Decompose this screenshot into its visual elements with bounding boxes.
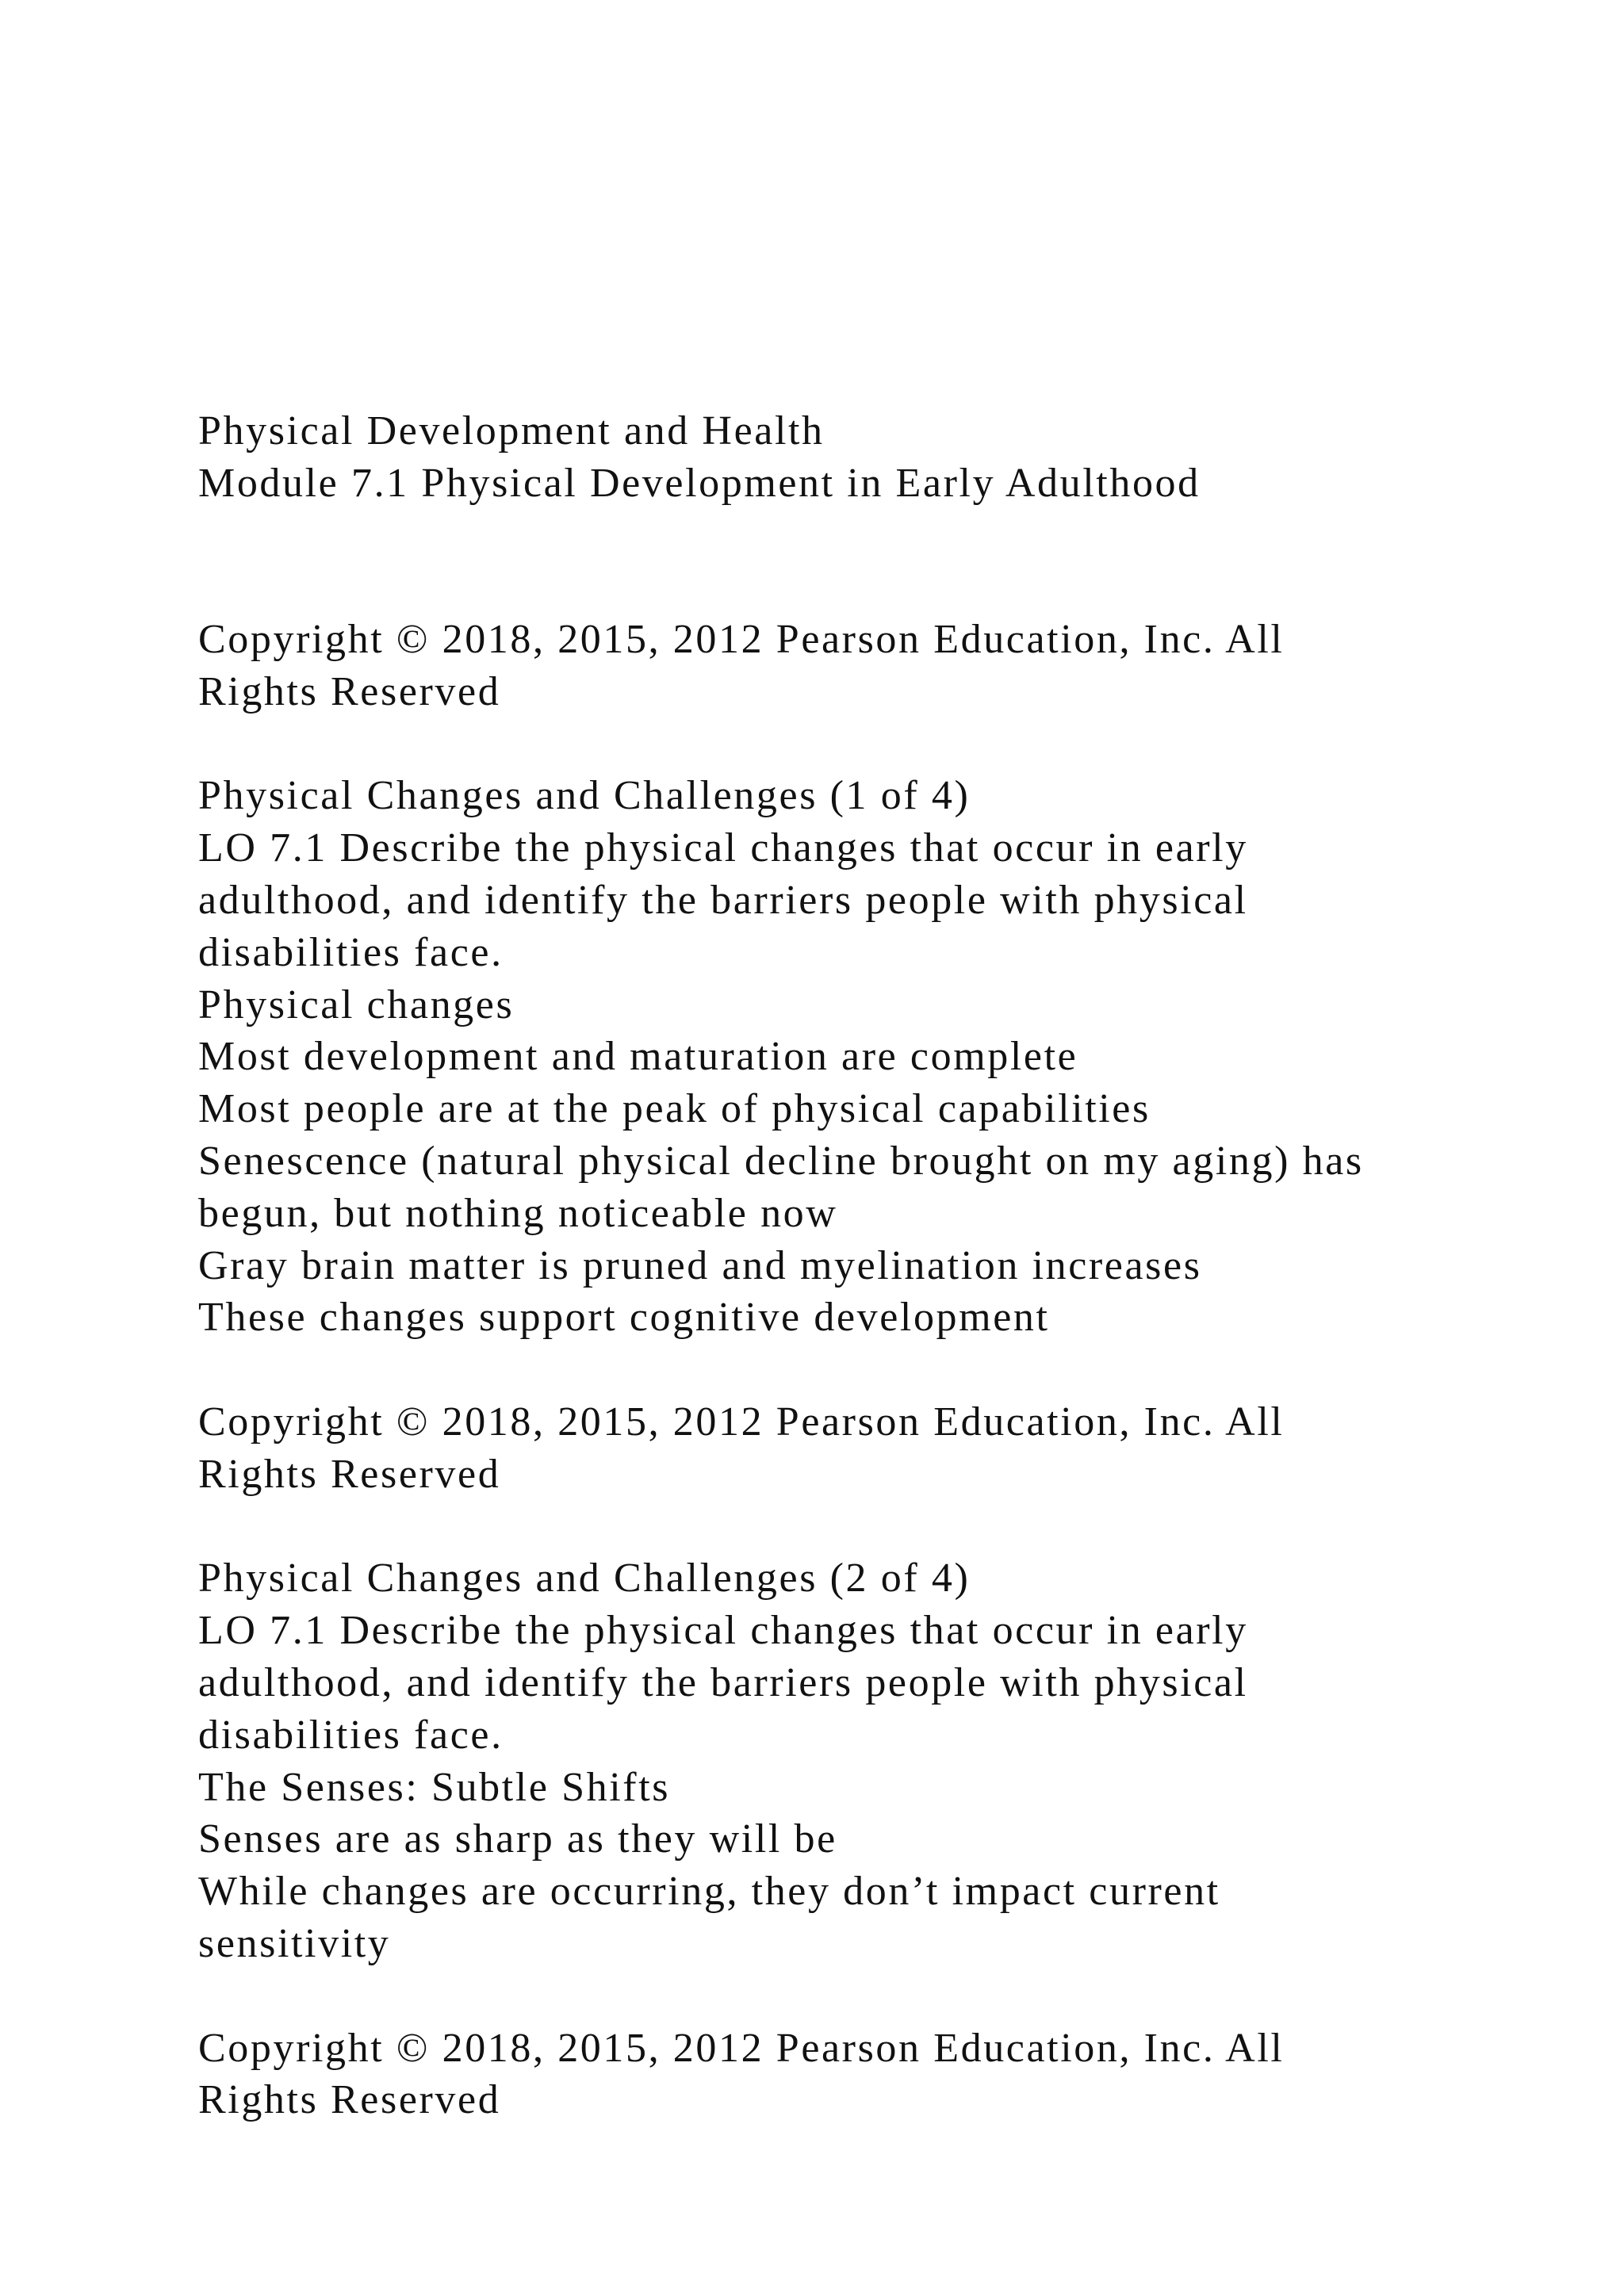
slide-body-line: sensitivity: [198, 1920, 391, 1966]
learning-objective-line: disabilities face.: [198, 1712, 504, 1758]
spacer: [198, 509, 1546, 561]
slide-body-line: These changes support cognitive development: [198, 1295, 1050, 1341]
slide-body-line: Senescence (natural physical decline brought on my aging) has: [198, 1138, 1364, 1184]
copyright-line: Copyright © 2018, 2015, 2012 Pearson Education, Inc. All: [198, 616, 1285, 662]
slide-body-line: The Senses: Subtle Shifts: [198, 1764, 671, 1810]
learning-objective-line: disabilities face.: [198, 929, 504, 975]
learning-objective-line: adulthood, and identify the barriers people with physical: [198, 1659, 1248, 1705]
slide-body-line: Most people are at the peak of physical capabilities: [198, 1086, 1151, 1132]
document-title: Physical Development and Health: [198, 408, 825, 453]
copyright-line: Copyright © 2018, 2015, 2012 Pearson Education, Inc. All: [198, 1399, 1285, 1445]
copyright-line: Rights Reserved: [198, 2077, 501, 2123]
spacer: [198, 1501, 1546, 1553]
copyright-line: Copyright © 2018, 2015, 2012 Pearson Education, Inc. All: [198, 2025, 1285, 2071]
slide-title: Physical Changes and Challenges (1 of 4): [198, 773, 971, 819]
copyright-line: Rights Reserved: [198, 668, 501, 714]
slide-body-line: Physical changes: [198, 982, 515, 1027]
slide-body-line: Most development and maturation are complete: [198, 1034, 1078, 1080]
copyright-line: Rights Reserved: [198, 1451, 501, 1497]
document-content: [198, 353, 1546, 2126]
learning-objective-line: LO 7.1 Describe the physical changes that occur in early: [198, 825, 1248, 871]
learning-objective-line: LO 7.1 Describe the physical changes that occur in early: [198, 1608, 1248, 1654]
module-title: Module 7.1 Physical Development in Early Adulthood: [198, 460, 1201, 506]
slide-body-line: Gray brain matter is pruned and myelination increases: [198, 1242, 1202, 1288]
spacer: [198, 1970, 1546, 2022]
spacer: [198, 718, 1546, 771]
spacer: [198, 1344, 1546, 1396]
spacer: [198, 561, 1546, 614]
slide-body-line: While changes are occurring, they don’t impact current: [198, 1869, 1220, 1915]
slide-title: Physical Changes and Challenges (2 of 4): [198, 1556, 971, 1601]
spacer: [198, 353, 1546, 405]
slide-body-line: begun, but nothing noticeable now: [198, 1190, 838, 1236]
learning-objective-line: adulthood, and identify the barriers people with physical: [198, 877, 1248, 923]
slide-body-line: Senses are as sharp as they will be: [198, 1816, 837, 1862]
